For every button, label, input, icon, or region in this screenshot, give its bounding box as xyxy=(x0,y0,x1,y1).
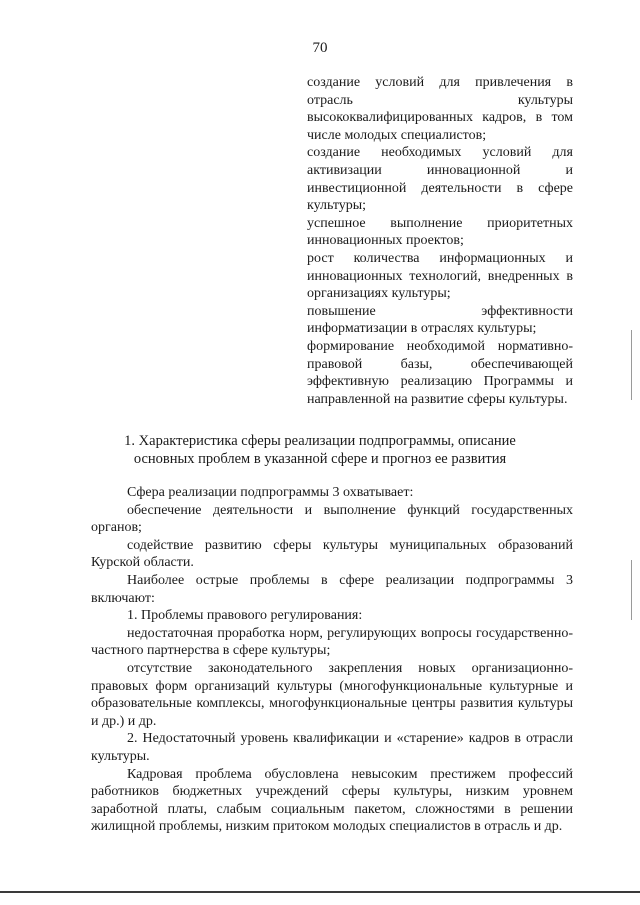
list-item: рост количества информационных и инновационных технологий, внедренных в организациях культуры; xyxy=(307,250,573,302)
paragraph: недостаточная проработка норм, регулирующих вопросы государственно-частного партнерства в сфере культуры; xyxy=(91,625,573,659)
page-number: 70 xyxy=(312,40,328,56)
paragraph: 2. Недостаточный уровень квалификации и «старение» кадров в отрасли культуры. xyxy=(91,731,573,764)
paragraph: отсутствие законодательного закрепления новых организационно-правовых форм организаций культуры (многофункциональные культурные и образовательные комплексы, многофункциональные центры развития культуры и др.) и др. xyxy=(91,660,573,729)
list-item: создание условий для привлечения в отрасль культуры высококвалифицированных кадров, в том числе молодых специалистов; xyxy=(307,75,573,143)
expected-results-list xyxy=(307,74,573,408)
list-item: формирование необходимой нормативно-правовой базы, обеспечивающей эффективную реализацию Программы и направленной на развитие сферы культуры. xyxy=(307,338,573,407)
list-item: повышение эффективности информатизации в отраслях культуры; xyxy=(307,303,573,337)
section-heading: 1. Характеристика сферы реализации подпрограммы, описание основных проблем в указанной сфере и прогноз ее развития xyxy=(124,433,516,467)
paragraph: обеспечение деятельности и выполнение функций государственных органов; xyxy=(91,502,573,536)
scan-artifact-line xyxy=(631,330,632,400)
paragraph: 1. Проблемы правового регулирования: xyxy=(127,608,363,624)
body-text xyxy=(91,484,573,836)
paragraph: содействие развитию сферы культуры муниципальных образований Курской области. xyxy=(91,537,573,571)
scan-bottom-edge xyxy=(0,891,640,893)
list-item: создание необходимых условий для активизации инновационной и инвестиционной деятельности в сфере культуры; xyxy=(307,145,573,214)
paragraph: Сфера реализации подпрограммы 3 охватывает: xyxy=(127,485,414,500)
paragraph: Кадровая проблема обусловлена невысоким престижем профессий работников бюджетных учреждений сферы культуры, низким уровнем заработной платы, слабым социальным пакетом, сложностями в решении жилищной проблемы, низким притоком молодых специалистов в отрасль и др. xyxy=(91,766,573,835)
paragraph: Наиболее острые проблемы в сфере реализации подпрограммы 3 включают: xyxy=(91,572,573,606)
scan-artifact-line xyxy=(631,560,632,620)
list-item: успешное выполнение приоритетных инновационных проектов; xyxy=(307,215,573,249)
